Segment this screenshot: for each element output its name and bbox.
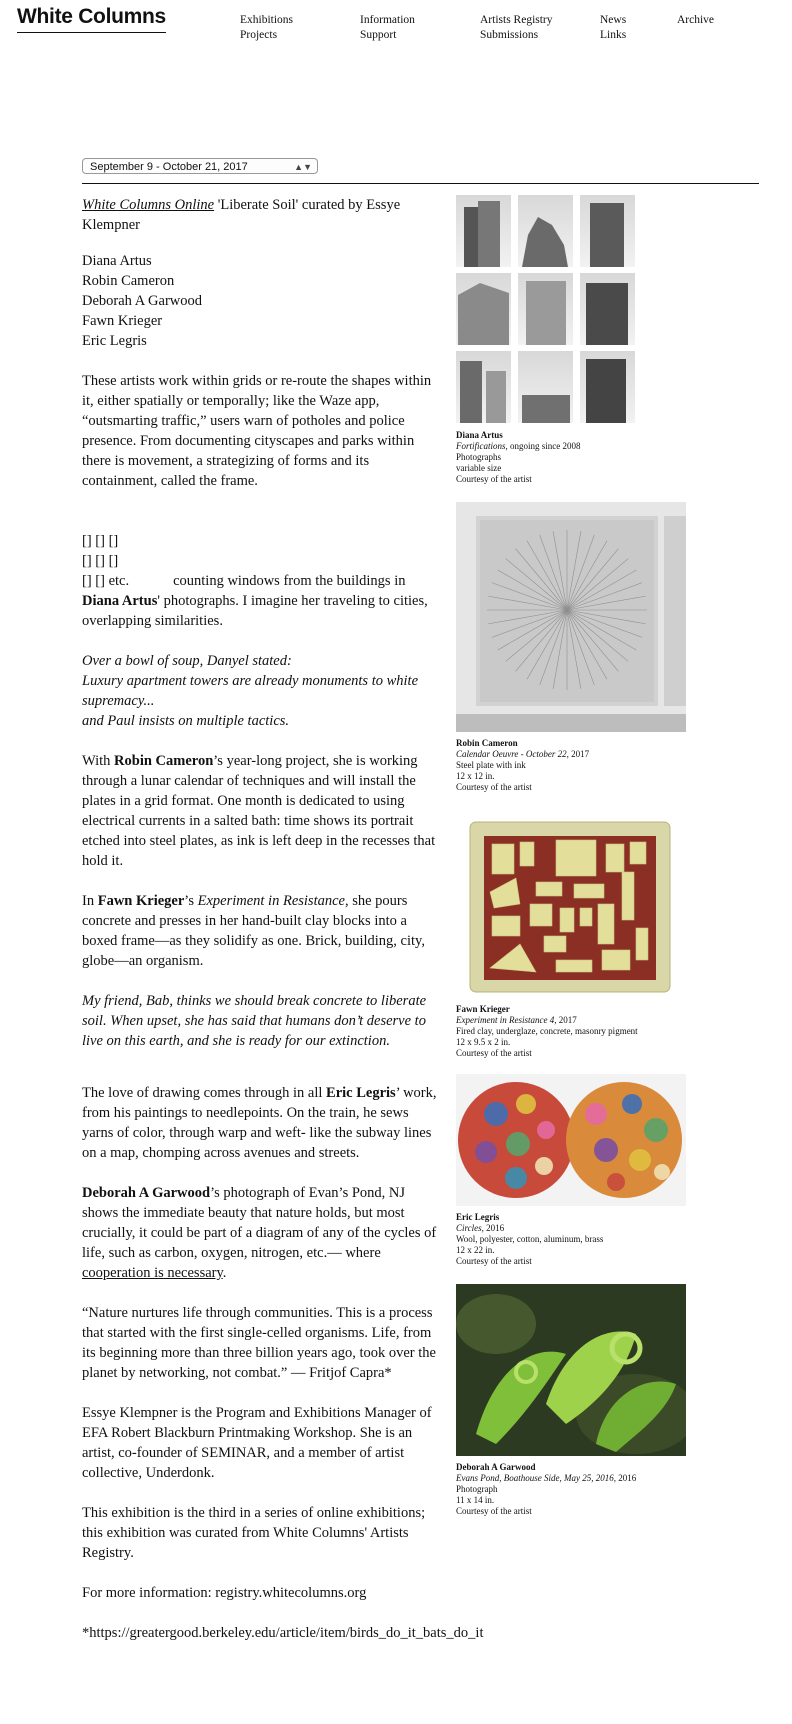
clay-block-image [456,812,686,1002]
caption-robin-cameron: Robin Cameron Calendar Oeuvre - October 22, 2017 Steel plate with ink 12 x 12 in. Courtesy of the artist [456,738,590,792]
nav-link-archive[interactable]: Archive [677,14,715,26]
capra-quote: “Nature nurtures life through communities. This is a process that started with the first single-celled organisms. Life, from its beginning more than three billion years ago, took over the planet by networking, not combat.” — Fritjof Capra* [82,1305,436,1381]
caption-diana-artus: Diana Artus Fortifications, ongoing since 2008 Photographs variable size Courtesy of the artist [456,430,581,484]
grid-poem: [] [] [] [] [] [] [] [] etc. counting windows from the buildings in Diana Artus' photographs. I imagine her traveling to cities, overlapping similarities. [82,533,428,629]
date-select-value: September 9 - October 21, 2017 [90,161,248,173]
circles-needlepoint-image [456,1074,686,1206]
select-chevron-icon: ▲▼ [294,162,312,172]
nav-link-information[interactable]: Information [360,14,415,26]
paragraph-robin-cameron: With Robin Cameron’s year-long project, she is working through a lunar calendar of techniques and will install the plates in a grid format. One month is dedicated to using electrical currents in a salted bath: time shows its portrait etched into steel plates, as ink is left deep in the recesses that hold it. [82,753,436,869]
intro-paragraph: These artists work within grids or re-route the shapes within it, either spatially or temporally; like the Waze app, “outsmarting traffic,” users warn of potholes and police presence. From documenting cityscapes and parks within there is movement, a strategizing of forms and its containment, called the frame. [82,373,432,489]
artwork-fawn-krieger[interactable] [456,812,686,1002]
caption-deborah-garwood: Deborah A Garwood Evans Pond, Boathouse Side, May 25, 2016, 2016 Photograph 11 x 14 in. Courtesy of the artist [456,1462,637,1516]
curator-bio: Essye Klempner is the Program and Exhibitions Manager of EFA Robert Blackburn Printmaking Workshop. She is an artist, co-founder of SEMINAR, and a member of artist collective, Underdonk. [82,1405,432,1481]
quote-soup: Over a bowl of soup, Danyel stated: Luxury apartment towers are already monuments to white supremacy... and Paul insists on multiple tactics. [82,653,419,729]
artwork-deborah-garwood[interactable] [456,1284,686,1456]
exhibition-text [82,195,484,1643]
nav-column-5 [677,13,714,28]
artwork-robin-cameron[interactable] [456,502,686,732]
quote-bab: My friend, Bab, thinks we should break concrete to liberate soil. When upset, she has said that humans don’t deserve to live on this earth, and she is ready for our extinction. [82,993,427,1049]
more-info: For more information: registry.whitecolumns.org [82,1585,367,1601]
artist-name: Fawn Krieger [82,313,163,329]
cooperation-link[interactable]: cooperation is necessary [82,1265,223,1281]
artwork-eric-legris[interactable] [456,1074,686,1206]
site-logo[interactable]: White Columns [17,4,166,33]
artwork-diana-artus-grid[interactable] [456,195,636,423]
caption-eric-legris: Eric Legris Circles, 2016 Wool, polyester, cotton, aluminum, brass 12 x 22 in. Courtesy of the artist [456,1212,604,1266]
artist-name: Diana Artus [82,253,152,269]
caption-fawn-krieger: Fawn Krieger Experiment in Resistance 4, 2017 Fired clay, underglaze, concrete, masonry pigment 12 x 9.5 x 2 in. Courtesy of the artist [456,1004,638,1058]
artist-name: Eric Legris [82,333,147,349]
paragraph-deborah-garwood: Deborah A Garwood’s photograph of Evan’s Pond, NJ shows the immediate beauty that nature holds, but most crucially, it could be part of a diagram of any of the cycles of life, such as carbon, oxygen, nitrogen, etc.— where cooperation is necessary. [82,1185,437,1281]
paragraph-eric-legris: The love of drawing comes through in all Eric Legris’ work, from his paintings to needlepoints. On the train, he sews yarns of color, through warp and weft- like the subway lines on a map, chomping across avenues and streets. [82,1085,437,1161]
building-photos-grid [456,195,636,423]
nav-link-support[interactable]: Support [360,29,397,41]
nav-link-projects[interactable]: Projects [240,29,278,41]
artist-name: Deborah A Garwood [82,293,203,309]
white-columns-online-link[interactable]: White Columns Online [82,197,215,213]
steel-plate-image [456,502,686,732]
nav-column-3 [480,13,553,43]
nav-link-exhibitions[interactable]: Exhibitions [240,14,294,26]
nav-column-4 [600,13,626,43]
nav-link-submissions[interactable]: Submissions [480,29,539,41]
header-rule [82,183,759,184]
paragraph-fawn-krieger: In Fawn Krieger’s Experiment in Resistance, she pours concrete and presses in her hand-built clay blocks into a boxed frame—as they solidify as one. Brick, building, city, globe—an organism. [82,893,425,969]
artist-list [82,251,438,351]
footnote-url: *https://greatergood.berkeley.edu/article/item/birds_do_it_bats_do_it [82,1625,484,1641]
series-note: This exhibition is the third in a series of online exhibitions; this exhibition was curated from White Columns' Artists Registry. [82,1505,426,1561]
nav-link-links[interactable]: Links [600,29,627,41]
evans-pond-photo [456,1284,686,1456]
date-select[interactable] [82,158,318,174]
nav-column-1 [240,13,293,43]
nav-column-2 [360,13,415,43]
artist-name: Robin Cameron [82,273,175,289]
nav-link-artists-registry[interactable]: Artists Registry [480,14,553,26]
nav-link-news[interactable]: News [600,14,627,26]
exhibition-title: White Columns Online 'Liberate Soil' curated by Essye Klempner [82,197,401,233]
